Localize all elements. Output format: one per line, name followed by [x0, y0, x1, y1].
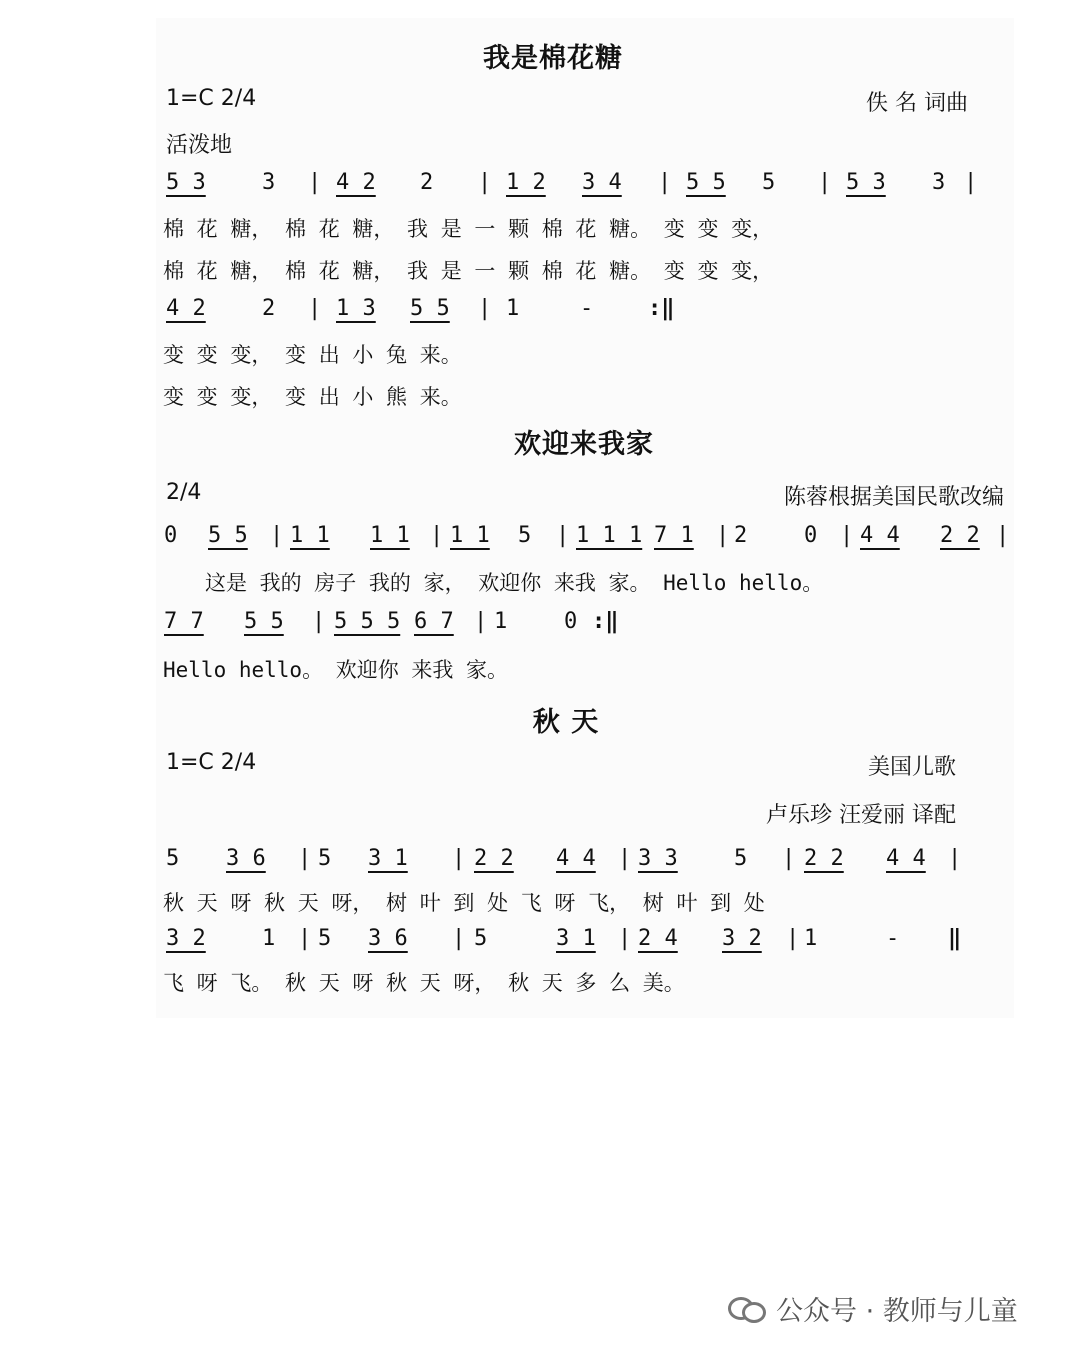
lyrics-line: 棉 花 糖， 棉 花 糖， 我 是 一 颗 棉 花 糖。 变 变 变， — [163, 259, 774, 283]
lyrics-line: 秋 天 呀 秋 天 呀， 树 叶 到 处 飞 呀 飞， 树 叶 到 处 — [163, 891, 765, 915]
key-signature: 1=C 2/4 — [166, 86, 257, 111]
score-line: 7 7 5 5 | 5 5 5 6 7 | 1 0 :‖ — [164, 609, 619, 634]
time-signature: 2/4 — [166, 480, 202, 505]
lyrics-line: 棉 花 糖， 棉 花 糖， 我 是 一 颗 棉 花 糖。 变 变 变， — [163, 217, 774, 241]
score-line: 5 3 6 | 5 3 1 | 2 2 4 4 | 3 3 5 | 2 2 4 4 | — [166, 846, 962, 871]
score-line: 5 3 3 | 4 2 2 | 1 2 3 4 | 5 5 5 | 5 3 3 | — [166, 170, 978, 195]
song-credit: 陈蓉根据美国民歌改编 — [783, 485, 1004, 510]
lyrics-line: Hello hello。 欢迎你 来我 家。 — [163, 658, 509, 682]
wechat-icon — [728, 1293, 766, 1323]
song-credit: 佚 名 词曲 — [866, 91, 968, 116]
watermark — [728, 1288, 1018, 1328]
song-credit: 美国儿歌 — [867, 755, 956, 780]
song-title: 我是棉花糖 — [483, 43, 623, 74]
lyrics-line: 飞 呀 飞。 秋 天 呀 秋 天 呀， 秋 天 多 么 美。 — [163, 971, 685, 995]
song-title: 欢迎来我家 — [514, 429, 654, 460]
score-line: 0 5 5 | 1 1 1 1 | 1 1 5 | 1 1 1 7 1 | 2 0 | 4 4 2 2 | — [164, 523, 1010, 548]
tempo-marking: 活泼地 — [166, 133, 233, 158]
watermark-text: 公众号 · 教师与儿童 — [776, 1295, 1018, 1327]
song-credit: 卢乐珍 汪爱丽 译配 — [766, 803, 956, 828]
song-title: 秋 天 — [532, 707, 600, 738]
score-line: 4 2 2 | 1 3 5 5 | 1 - :‖ — [166, 296, 675, 321]
key-signature: 1=C 2/4 — [166, 750, 257, 775]
score-line: 3 2 1 | 5 3 6 | 5 3 1 | 2 4 3 2 | 1 - ‖ — [166, 926, 962, 951]
lyrics-line: 这是 我的 房子 我的 家， 欢迎你 来我 家。 Hello hello。 — [205, 571, 824, 595]
lyrics-line: 变 变 变， 变 出 小 熊 来。 — [163, 385, 462, 409]
lyrics-line: 变 变 变， 变 出 小 兔 来。 — [163, 343, 462, 367]
